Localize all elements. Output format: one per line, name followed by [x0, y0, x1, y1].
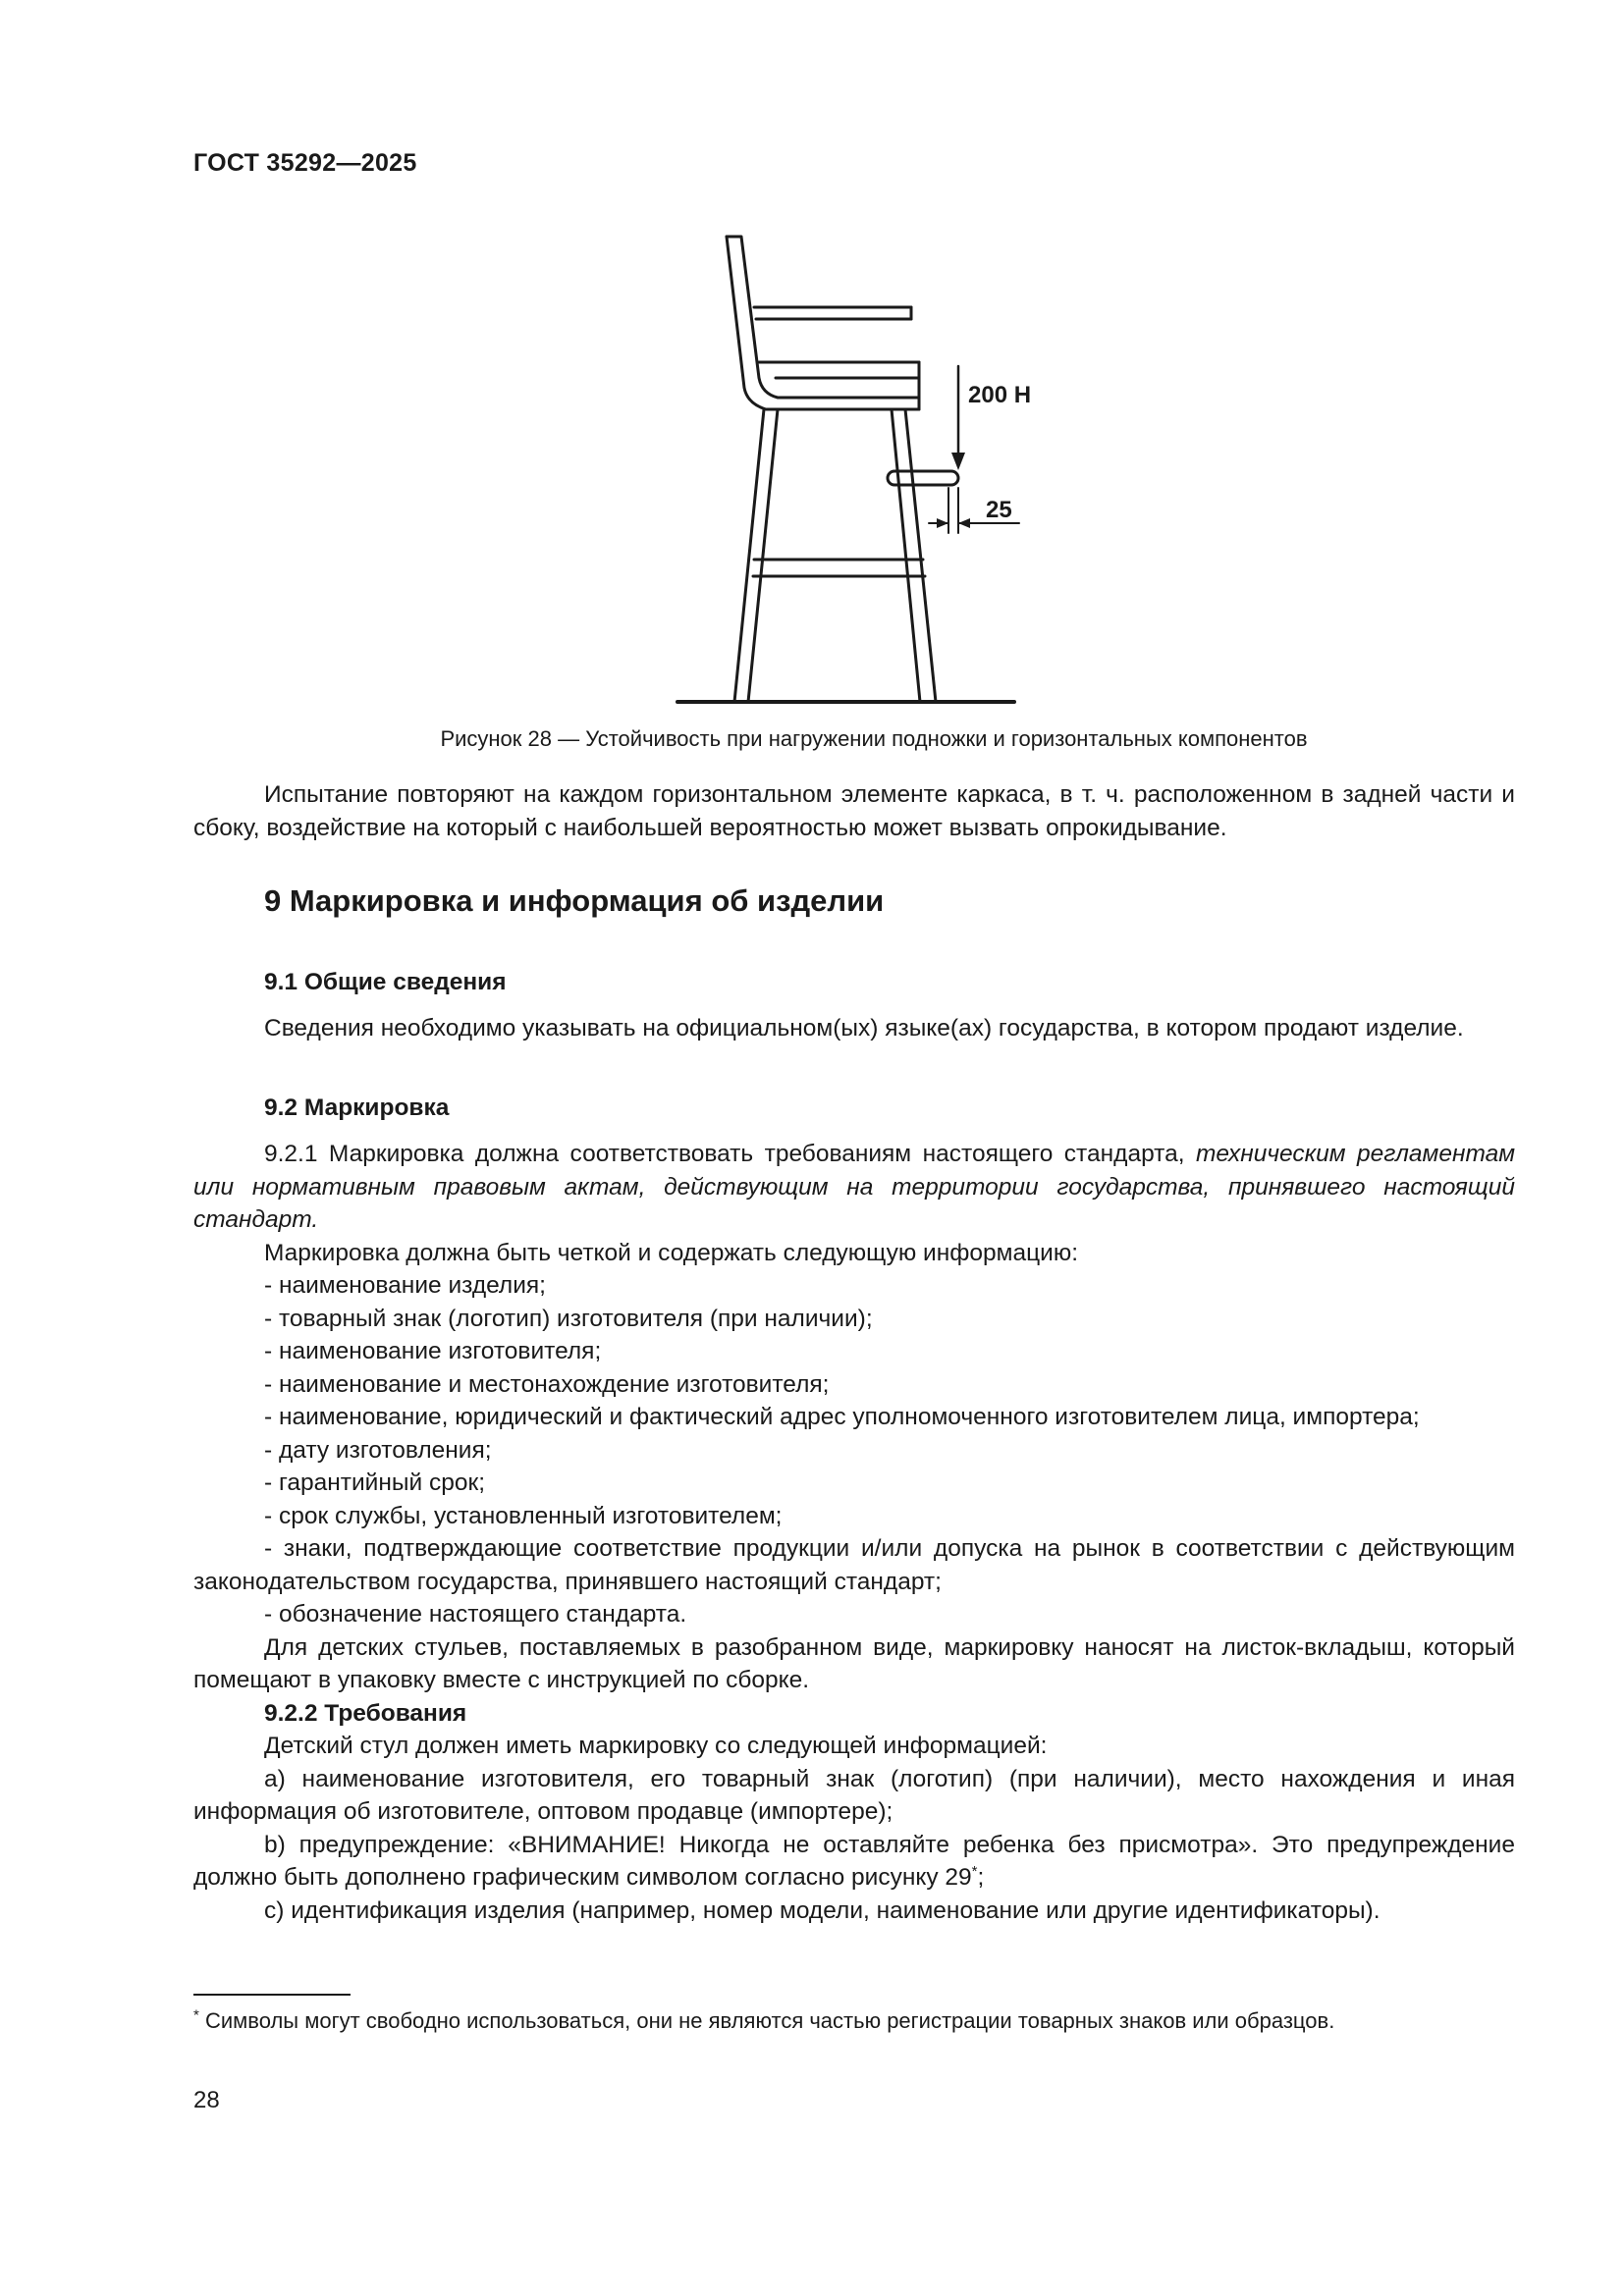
assembly-note-paragraph: Для детских стульев, поставляемых в разобранном виде, маркировку наносят на листок-вкладыш, который помещают в упаковку вместе с инструкцией по сборке.: [193, 1633, 1515, 1693]
list-item: - наименование изделия;: [264, 1272, 546, 1299]
s921-text: 9.2.1 Маркировка должна соответствовать требованиям настоящего стандарта,: [264, 1141, 1196, 1167]
intro-paragraph: Испытание повторяют на каждом горизонтальном элементе каркаса, в т. ч. расположенном в задней части и сбоку, воздействие на который с наибольшей вероятностью может вызвать опрокидывание.: [193, 781, 1515, 841]
page-number: 28: [193, 2087, 220, 2113]
list-item: - срок службы, установленный изготовителем;: [264, 1502, 783, 1529]
dimension-label: 25: [986, 497, 1012, 523]
intro-paragraph-block: [193, 778, 1515, 844]
list-item: - товарный знак (логотип) изготовителя (при наличии);: [264, 1305, 873, 1332]
s921-paragraph: [193, 1138, 1515, 1237]
footnote: [193, 2006, 1515, 2036]
chair-stability-figure: [628, 221, 1041, 712]
list-item: - наименование и местонахождение изготовителя;: [264, 1370, 830, 1398]
list-item: - обозначение настоящего стандарта.: [264, 1601, 687, 1628]
marking-intro: Маркировка должна быть четкой и содержать следующую информацию:: [264, 1239, 1079, 1266]
backrest: [727, 237, 919, 398]
force-label: 200 Н: [968, 382, 1032, 408]
footnote-mark: *: [193, 2006, 199, 2024]
document-id: ГОСТ 35292—2025: [193, 149, 417, 177]
footnote-divider: [193, 1994, 351, 1996]
s922-intro: Детский стул должен иметь маркировку со следующей информацией:: [264, 1733, 1048, 1759]
list-item: - наименование, юридический и фактический адрес уполномоченного изготовителем лица, импортера;: [264, 1404, 1420, 1430]
s922-item-b-text: b) предупреждение: «ВНИМАНИЕ! Никогда не оставляйте ребенка без присмотра». Это предупреждение должно быть дополнено графическим символом согласно рисунку 29: [193, 1831, 1515, 1891]
front-leg: [892, 409, 920, 702]
back-leg: [734, 409, 764, 702]
list-item: - дату изготовления;: [264, 1436, 492, 1464]
list-item: - знаки, подтверждающие соответствие продукции и/или допуска на рынок в соответствии с действующим законодательством государства, принявшего настоящий стандарт;: [193, 1535, 1515, 1595]
subsection-title-9-1: 9.1 Общие сведения: [264, 969, 507, 995]
s922-item-b-end: ;: [977, 1864, 985, 1891]
s92-block: [193, 1138, 1515, 1927]
s921-italic-text: техническим регламентам или нормативным правовым актам, действующим на территории государства, принявшего настоящий стандарт.: [193, 1141, 1515, 1233]
footnote-ref: *: [971, 1862, 978, 1880]
chair-drawing: [628, 221, 1041, 712]
subsection-title-9-2-2: 9.2.2 Требования: [264, 1699, 467, 1727]
s922-item-a: a) наименование изготовителя, его товарный знак (логотип) (при наличии), место нахождения и иная информация об изготовителе, оптовом продавце (импортере);: [193, 1765, 1515, 1825]
s91-paragraph: Сведения необходимо указывать на официальном(ых) языке(ах) государства, в котором продают изделие.: [264, 1015, 1464, 1041]
list-item: - гарантийный срок;: [264, 1469, 486, 1496]
section-title: 9 Маркировка и информация об изделии: [264, 883, 885, 918]
figure-caption: Рисунок 28 — Устойчивость при нагружении подножки и горизонтальных компонентов: [440, 726, 1308, 751]
s922-item-b: [193, 1829, 1515, 1895]
footnote-text: Символы могут свободно использоваться, они не являются частью регистрации товарных знаков или образцов.: [198, 2008, 1335, 2033]
list-item: - наименование изготовителя;: [264, 1338, 602, 1364]
s91-block: [193, 1012, 1515, 1045]
subsection-title-9-2: 9.2 Маркировка: [264, 1095, 450, 1121]
s922-item-c: c) идентификация изделия (например, номер модели, наименование или другие идентификаторы).: [264, 1896, 1380, 1924]
